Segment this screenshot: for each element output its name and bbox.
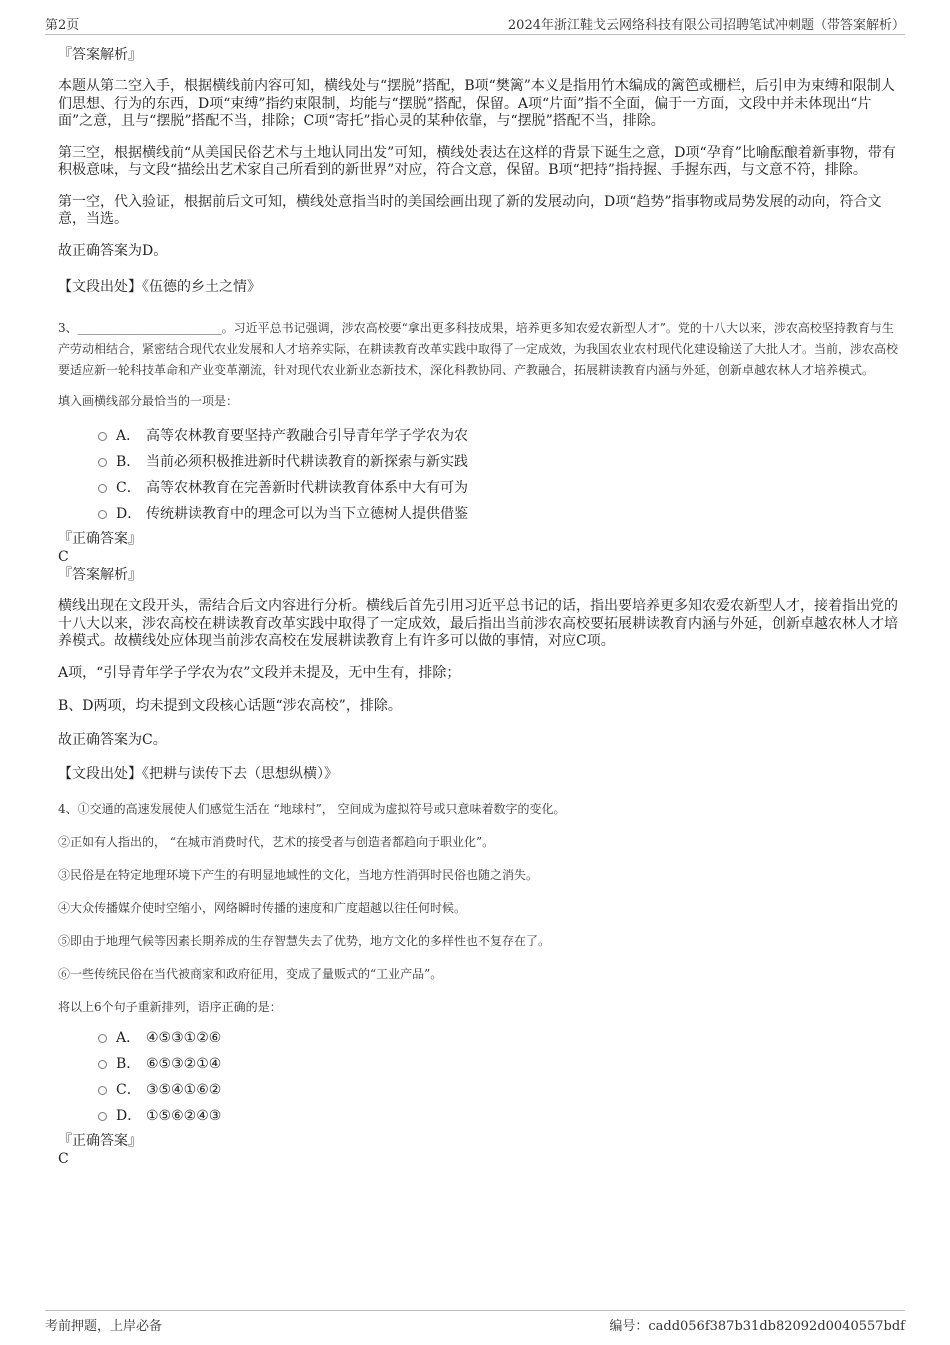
q4-option-c[interactable]	[58, 1080, 898, 1106]
q3-options	[58, 426, 898, 530]
radio-icon[interactable]	[98, 432, 107, 441]
option-letter: B．	[116, 1056, 141, 1072]
page-number: 第2页	[45, 18, 80, 33]
q3-analysis-paragraph: A项，“引导青年学子学农为农”文段并未提及，无中生有，排除；	[58, 664, 461, 681]
option-text: 高等农林教育要坚持产教融合引导青年学子学农为农	[146, 428, 468, 444]
q3-option-b[interactable]	[58, 452, 898, 478]
page-footer	[45, 1310, 905, 1335]
q3-answer: C	[58, 549, 69, 565]
option-text: ⑥⑤③②①④	[146, 1056, 222, 1072]
q2-analysis-paragraph: 第一空，代入验证，根据前后文可知，横线处意指当时的美国绘画出现了新的发展动向，D项“趋势”指事物或局势发展的动向，符合文意，当选。	[58, 193, 882, 227]
q3-analysis-paragraph: 横线出现在文段开头，需结合后文内容进行分析。横线后首先引用习近平总书记的话，指出要培养更多知农爱农新型人才，接着指出党的十八大以来，涉农高校在耕读教育改革实践中取得了一定成效，最后指出当前涉农高校要拓展耕读教育内涵与外延，创新卓越农林人才培养模式。故横线处应体现当前涉农高校在发展耕读教育上有许多可以做的事情，对应C项。	[58, 598, 898, 649]
q3-analysis-paragraph: B、D两项，均未提到文段核心话题“涉农高校”，排除。	[58, 698, 402, 714]
radio-icon[interactable]	[98, 1086, 107, 1095]
q3-conclusion: 故正确答案为C。	[58, 731, 167, 748]
q4-sentence: 4、①交通的高速发展使人们感觉生活在 “地球村”， 空间成为虚拟符号或只意味着数字的变化。	[58, 802, 566, 816]
document-content	[58, 46, 898, 1168]
q3-source: 【文段出处】《把耕与读传下去（思想纵横）》	[58, 766, 338, 782]
q3-answer-heading: 『正确答案』	[58, 531, 142, 547]
option-letter: D．	[116, 506, 142, 522]
q4-option-b[interactable]	[58, 1054, 898, 1080]
q4-sentence: ⑤即由于地理气候等因素长期养成的生存智慧失去了优势，地方文化的多样性也不复存在了。	[58, 934, 551, 948]
q4-sentence: ③民俗是在特定地理环境下产生的有明显地域性的文化，当地方性消弭时民俗也随之消失。	[58, 868, 539, 882]
option-letter: C．	[116, 480, 141, 496]
q2-analysis-paragraph: 第三空，根据横线前“从美国民俗艺术与土地认同出发”可知，横线处表达在这样的背景下诞生之意，D项“孕育”比喻酝酿着新事物，带有积极意味，与文段“描绘出艺术家自己所看到的新世界”对应，符合文意，保留。B项“把持”指持握、手握东西，与文意不符，排除。	[58, 144, 896, 178]
radio-icon[interactable]	[98, 1112, 107, 1121]
q4-prompt: 将以上6个句子重新排列，语序正确的是：	[58, 1000, 282, 1014]
option-text: 当前必须积极推进新时代耕读教育的新探索与新实践	[146, 454, 468, 470]
radio-icon[interactable]	[98, 1060, 107, 1069]
q4-sentence: ②正如有人指出的， “在城市消费时代，艺术的接受者与创造者都趋向于职业化”。	[58, 835, 495, 849]
radio-icon[interactable]	[98, 510, 107, 519]
radio-icon[interactable]	[98, 1034, 107, 1043]
page-header	[45, 12, 905, 35]
option-letter: D．	[116, 1108, 142, 1124]
q3-option-d[interactable]	[58, 504, 898, 530]
option-letter: A．	[116, 1030, 141, 1046]
q3-stem-text: 。习近平总书记强调，涉农高校要“拿出更多科技成果，培养更多知农爱农新型人才”。党的十八大以来，涉农高校坚持教育与生产劳动相结合，紧密结合现代农业发展和人才培养实际，在耕读教育改革实践中取得了一定成效，为我国农业农村现代化建设输送了大批人才。当前，涉农高校要适应新一轮科技革命和产业变革潮流，针对现代农业新业态新技术，深化科教协同、产教融合，拓展耕读教育内涵与外延，创新卓越农林人才培养模式。	[58, 321, 899, 377]
q2-source: 【文段出处】《伍德的乡土之情》	[58, 279, 261, 295]
q3-blank: ________________________	[77, 321, 222, 335]
q4-option-a[interactable]	[58, 1028, 898, 1054]
q2-analysis-heading: 『答案解析』	[58, 47, 142, 63]
q4-answer-heading: 『正确答案』	[58, 1133, 142, 1149]
q2-conclusion: 故正确答案为D。	[58, 242, 168, 259]
q3-stem	[58, 318, 898, 381]
option-text: ①⑤⑥②④③	[146, 1108, 222, 1124]
option-text: ④⑤③①②⑥	[146, 1030, 222, 1046]
option-text: 高等农林教育在完善新时代耕读教育体系中大有可为	[146, 480, 468, 496]
option-letter: C．	[116, 1082, 141, 1098]
q4-option-d[interactable]	[58, 1106, 898, 1132]
q3-option-c[interactable]	[58, 478, 898, 504]
q3-analysis-heading: 『答案解析』	[58, 567, 142, 583]
document-title: 2024年浙江鞋戈云网络科技有限公司招聘笔试冲刺题（带答案解析）	[507, 18, 905, 33]
option-letter: B．	[116, 454, 141, 470]
q3-number: 3、	[58, 321, 78, 335]
option-text: ③⑤④①⑥②	[146, 1082, 222, 1098]
q2-analysis-paragraph: 本题从第二空入手，根据横线前内容可知，横线处与“摆脱”搭配，B项“樊篱”本义是指用竹木编成的篱笆或栅栏，后引申为束缚和限制人们思想、行为的东西，D项“束缚”指约束限制，均能与“摆脱”搭配，保留。A项“片面”指不全面，偏于一方面，文段中并未体现出“片面”之意，且与“摆脱”搭配不当，排除；C项“寄托”指心灵的某种依靠，与“摆脱”搭配不当，排除。	[58, 78, 895, 129]
option-text: 传统耕读教育中的理念可以为当下立德树人提供借鉴	[146, 506, 468, 522]
q4-sentence: ⑥一些传统民俗在当代被商家和政府征用，变成了量贩式的“工业产品”。	[58, 967, 443, 981]
option-letter: A．	[116, 428, 141, 444]
q3-option-a[interactable]	[58, 426, 898, 452]
q4-answer: C	[58, 1151, 69, 1167]
radio-icon[interactable]	[98, 484, 107, 493]
q3-prompt: 填入画横线部分最恰当的一项是：	[58, 394, 239, 408]
q4-options	[58, 1028, 898, 1132]
document-id: 编号：cadd056f387b31db82092d0040557bdf	[609, 1319, 905, 1334]
radio-icon[interactable]	[98, 458, 107, 467]
q4-sentence: ④大众传播媒介使时空缩小，网络瞬时传播的速度和广度超越以往任何时候。	[58, 901, 467, 915]
footer-slogan: 考前押题，上岸必备	[45, 1319, 163, 1334]
